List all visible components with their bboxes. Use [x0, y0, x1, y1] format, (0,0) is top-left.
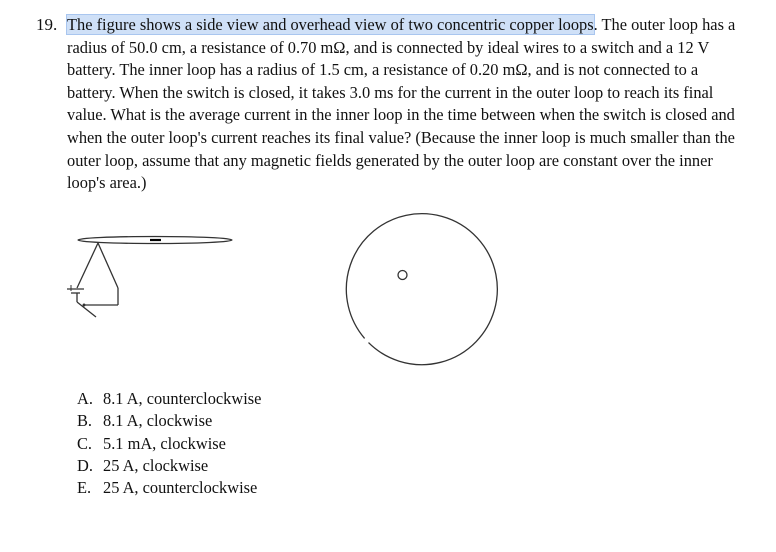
choice-letter: A.	[77, 389, 93, 408]
question-number: 19.	[36, 15, 58, 34]
choice-c[interactable]	[77, 433, 261, 455]
choice-letter: E.	[77, 478, 92, 498]
choice-letter: D.	[77, 455, 93, 475]
choice-a[interactable]	[77, 388, 261, 410]
inner-loop-top	[398, 271, 407, 280]
side-view-diagram	[67, 237, 232, 318]
choice-letter: B.	[77, 411, 93, 431]
choice-text: 5.1 mA, clockwise	[103, 433, 226, 453]
question-body: . The outer loop has a radius of 50.0 cm, a resistance of 0.70 mΩ, and is connected by ideal wires to a switch and a 12 V battery. The inner loop has a radius of 1.5 cm, a resistance of 0.20 mΩ, and is not connected to a battery. When the switch is closed, it takes 3.0 ms for the current in the outer loop to reach its final value. What is the average current in the inner loop in the time between when the switch is closed and when the outer loop's current reaches its final value? (Because the inner loop is much smaller than the outer loop, assume that any magnetic fields generated by the outer loop are constant over the inner loop's area.)	[67, 15, 736, 193]
choice-text: 8.1 A, counterclockwise	[103, 389, 262, 408]
choice-b[interactable]	[77, 410, 261, 432]
wire-left	[77, 243, 98, 288]
overhead-view-diagram	[346, 214, 497, 365]
switch-contact	[83, 304, 85, 306]
answer-choices	[77, 388, 261, 499]
choice-d[interactable]	[77, 455, 261, 477]
choice-letter: C.	[77, 433, 93, 453]
choice-text: 25 A, clockwise	[103, 455, 209, 475]
switch-blade	[77, 302, 96, 317]
highlighted-selection[interactable]: The figure shows a side view and overhead view of two concentric copper loops	[67, 15, 594, 34]
outer-loop-top	[346, 214, 497, 365]
choice-text: 25 A, counterclockwise	[103, 478, 258, 498]
choice-text: 8.1 A, clockwise	[103, 411, 213, 431]
choice-e[interactable]	[77, 477, 261, 499]
wire-right	[98, 243, 118, 288]
